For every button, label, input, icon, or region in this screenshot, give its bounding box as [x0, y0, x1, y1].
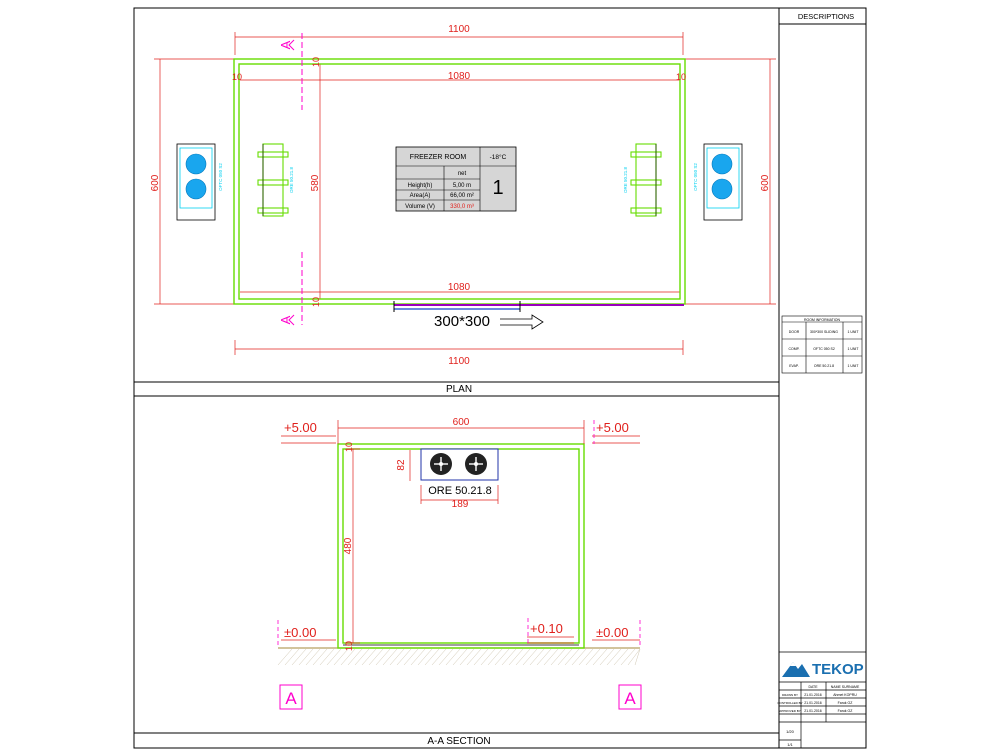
level-right-bottom: ±0.00 [596, 625, 629, 640]
tb-name: Faruk OZ [837, 709, 853, 713]
tb-name: Faruk OZ [837, 701, 853, 705]
tb-scale: 1/20 [786, 729, 794, 734]
equip-model: ORE 50.21.8 [813, 364, 835, 368]
equip-type: DOOR [788, 330, 800, 334]
equip-model: 300*300 SLIDING [809, 330, 839, 334]
sheet-frame [134, 8, 866, 748]
evap-height-dim: 82 [396, 459, 407, 471]
equip-qty: 1 UNIT [847, 347, 859, 351]
wall-top-vertical: 10 [311, 56, 321, 68]
section-mark-boxes [280, 685, 641, 709]
plan-caption: PLAN [445, 384, 473, 395]
section-mark-top: A [278, 40, 293, 50]
tb-date: 21.01.2016 [804, 709, 822, 713]
fan-icon [712, 179, 732, 199]
room-row-value: 330,0 m³ [450, 204, 474, 210]
ground-hatch [278, 648, 640, 665]
section-caption: A-A SECTION [427, 736, 491, 747]
tb-col-name: NAME SURNAME [830, 685, 860, 689]
section-height-dim: 480 [343, 537, 354, 555]
tb-role: APPROVED BY [779, 709, 801, 713]
room-number: 1 [492, 177, 504, 199]
descriptions-header: DESCRIPTIONS [797, 12, 855, 21]
level-left-top: +5.00 [284, 420, 317, 435]
company-name: TEKOP [812, 661, 864, 678]
door-size-label: 300*300 [434, 313, 490, 330]
evaporator-right [631, 144, 661, 216]
room-row-value: 66,00 m² [450, 193, 474, 199]
dim-height-left: 600 [150, 174, 161, 192]
equip-type: EVAP. [789, 364, 799, 368]
tb-role: DRAWN BY [781, 693, 799, 697]
dim-outer-bottom: 1100 [448, 356, 470, 367]
tb-col-date: DATE [808, 685, 818, 689]
equip-qty: 1 UNIT [847, 364, 859, 368]
condensing-unit-left [177, 144, 215, 220]
dim-outer-top: 1100 [448, 24, 470, 35]
evap-right-label: ORE 50.21.8 [623, 166, 628, 194]
wall-top-right: 10 [675, 72, 687, 82]
cond-left-label: OFTC 050 S2 [218, 163, 223, 191]
tb-name: Ahmet KOPRU [833, 693, 857, 697]
equip-model: OFTC 050 S2 [813, 347, 835, 351]
section-width-dim: 600 [452, 417, 470, 428]
section-mark-left: A [285, 689, 297, 708]
room-col-net: net [457, 171, 467, 177]
section-evaporator [421, 449, 498, 480]
evap-name: ORE 50.21.8 [428, 485, 492, 497]
wall-bottom-vertical: 10 [311, 296, 321, 308]
section-wall-top: 10 [344, 441, 354, 453]
plan-door [394, 301, 684, 312]
tb-date: 21.01.2016 [804, 701, 822, 705]
equip-header: ROOM INFORMATION [803, 318, 841, 322]
evap-width-dim: 189 [451, 499, 469, 510]
fan-icon [186, 154, 206, 174]
section-wall-bottom: 10 [344, 640, 354, 652]
level-left-bottom: ±0.00 [284, 625, 317, 640]
level-floor: +0.10 [530, 621, 563, 636]
level-right-top: +5.00 [596, 420, 629, 435]
section-mark-right: A [624, 689, 636, 708]
tb-role: CONTROLLED BY [777, 701, 803, 705]
door-arrow-icon [500, 315, 543, 329]
evaporator-left [258, 144, 288, 216]
cond-right-label: OFTC 050 S2 [693, 163, 698, 191]
room-row-label: Height(h) [407, 183, 433, 189]
tb-sheet: 1/1 [787, 742, 793, 747]
dim-inner-height: 580 [310, 174, 321, 192]
dim-inner-top: 1080 [447, 71, 471, 82]
room-temp: -18°C [489, 154, 507, 161]
room-title: FREEZER ROOM [409, 154, 467, 161]
wall-top-left: 10 [231, 72, 243, 82]
room-row-label: Area(A) [409, 193, 431, 199]
mountain-logo-icon [782, 662, 810, 677]
equip-qty: 1 UNIT [847, 330, 859, 334]
evap-left-label: ORE 50.21.8 [289, 166, 294, 194]
dim-inner-bottom: 1080 [447, 282, 471, 293]
room-row-label: Volume (V) [405, 204, 435, 210]
condensing-unit-right [704, 144, 742, 220]
fan-icon [186, 179, 206, 199]
equip-type: COMP. [788, 347, 800, 351]
company-logo [782, 662, 810, 677]
room-row-value: 5,00 m [452, 183, 472, 189]
fan-icon [712, 154, 732, 174]
dim-height-right: 600 [760, 174, 771, 192]
section-mark-bottom: A [278, 315, 293, 325]
tb-date: 21.01.2016 [804, 693, 822, 697]
